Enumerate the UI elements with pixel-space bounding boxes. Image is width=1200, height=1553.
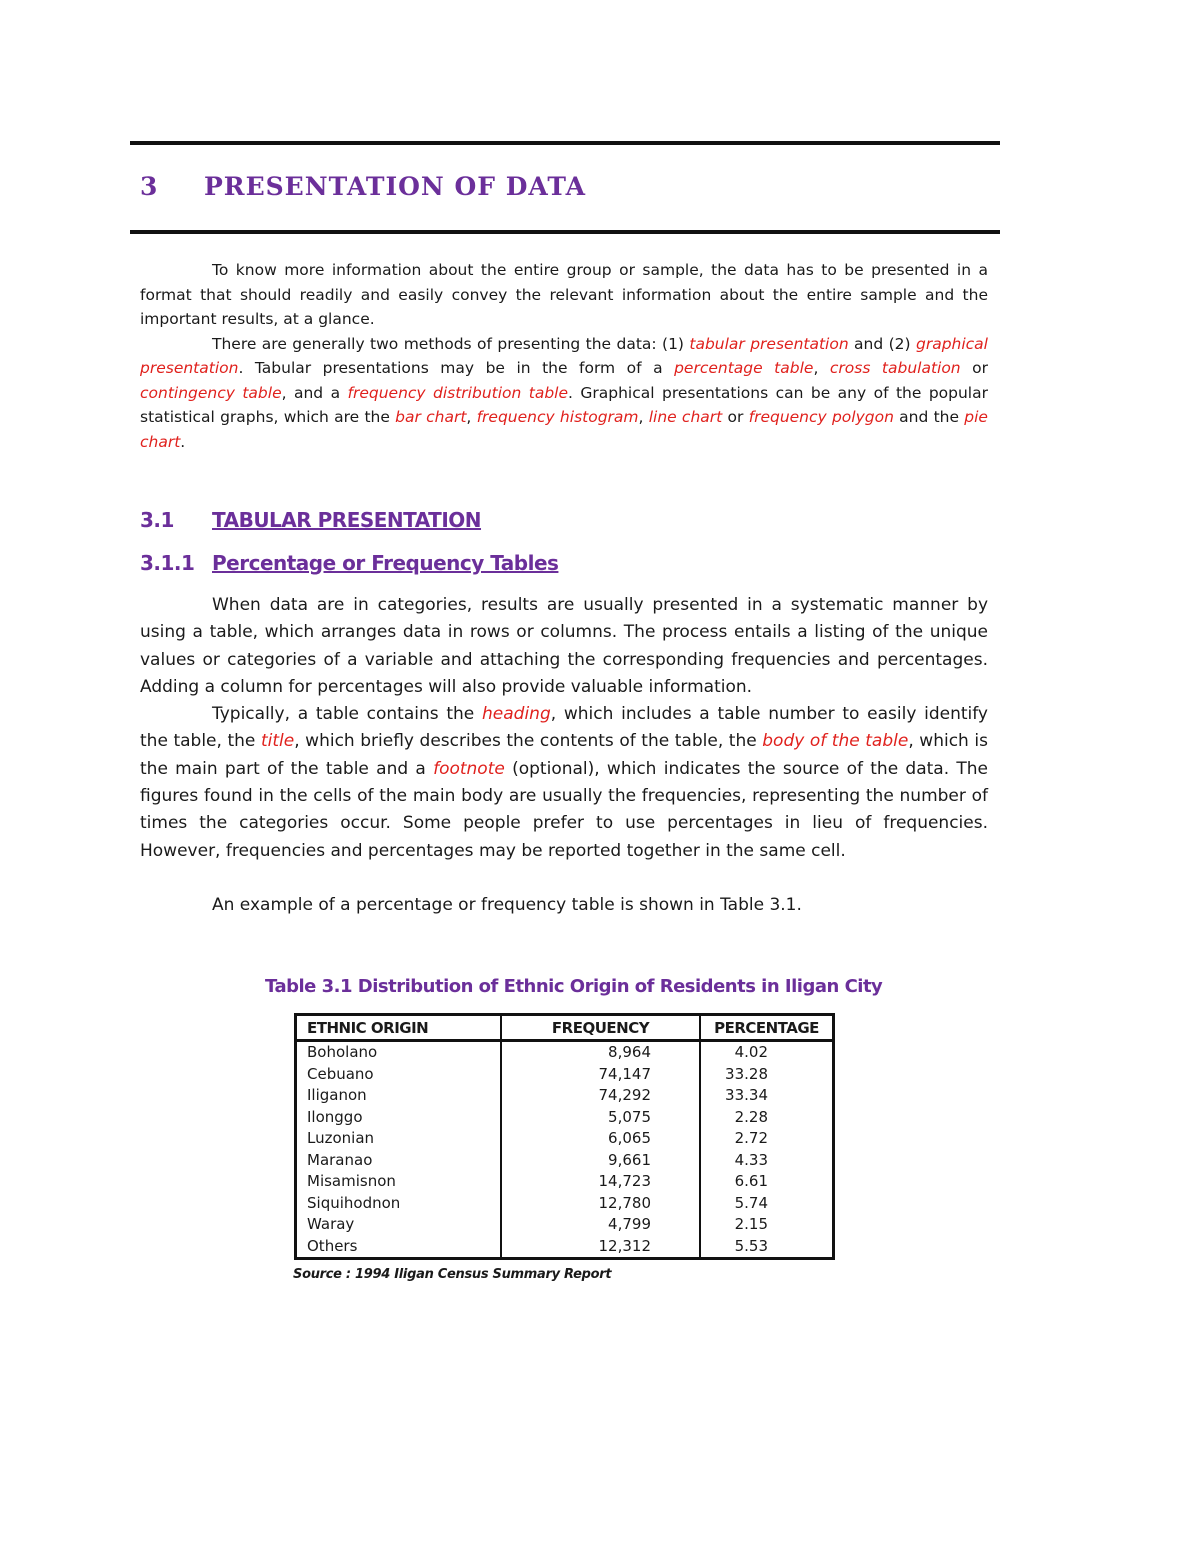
- bottom-rule: [130, 230, 1000, 234]
- term-tabular-presentation: tabular presentation: [689, 334, 849, 353]
- term-body-of-the-table: body of the table: [762, 731, 909, 752]
- body-paragraph-1: When data are in categories, results are usually presented in a systematic manner by using a table, which arranges data in rows or columns. The process entails a listing of the unique values or categories of a variable and attaching the corresponding frequencies and percentages. Adding a column for percentages will also provide valuable information.: [140, 595, 988, 697]
- table-row: Maranao 9,661 4.33: [296, 1150, 834, 1172]
- section-title: TABULAR PRESENTATION: [212, 508, 482, 532]
- table-header-row: [296, 1015, 834, 1041]
- table-row: Others 12,312 5.53: [296, 1236, 834, 1259]
- subsection-number: 3.1.1: [140, 551, 195, 575]
- term-graphical-presentation: graphical presentation: [140, 334, 988, 377]
- table-row: Boholano 8,964 4.02: [296, 1041, 834, 1064]
- chapter-heading: [140, 172, 586, 212]
- term-cross-tabulation: cross tabulation: [829, 359, 961, 377]
- table-row: Waray 4,799 2.15: [296, 1214, 834, 1236]
- table-row: Iliganon 74,292 33.34: [296, 1085, 834, 1107]
- section-heading: [140, 508, 481, 532]
- body-paragraph-2: Typically, a table contains the heading, which includes a table number to easily identify the table, the title, which briefly describes the contents of the table, the body of the table, which is the main part of the table and a footnote (optional), which indicates the source of the data. The figures found in the cells of the main body are usually the frequencies, representing the number of times the categories occur. Some people prefer to use percentages in lieu of frequencies. However, frequencies and percentages may be reported together in the same cell.: [140, 704, 988, 861]
- ethnic-origin-table: [294, 1013, 835, 1260]
- term-title: title: [260, 731, 295, 752]
- body-text: [140, 592, 988, 919]
- term-percentage-table: percentage table: [674, 359, 814, 377]
- top-rule: [130, 141, 1000, 145]
- intro-text: [140, 258, 988, 454]
- chapter-number: 3: [140, 172, 159, 201]
- intro-paragraph-1: To know more information about the entire group or sample, the data has to be presented in a format that should readily and easily convey the relevant information about the entire sample and the important results, at a glance.: [140, 261, 988, 328]
- table-caption: Table 3.1 Distribution of Ethnic Origin of Residents in Iligan City: [265, 976, 883, 997]
- term-bar-chart: bar chart: [395, 408, 467, 426]
- table-row: Cebuano 74,147 33.28: [296, 1064, 834, 1086]
- table-row: Luzonian 6,065 2.72: [296, 1128, 834, 1150]
- column-header-frequency: FREQUENCY: [501, 1015, 700, 1041]
- table-source-footnote: Source : 1994 Iligan Census Summary Report: [293, 1267, 612, 1282]
- term-frequency-polygon: frequency polygon: [748, 408, 894, 426]
- table-row: Misamisnon 14,723 6.61: [296, 1171, 834, 1193]
- table-row: Siquihodnon 12,780 5.74: [296, 1193, 834, 1215]
- column-header-ethnic-origin: ETHNIC ORIGIN: [296, 1015, 502, 1041]
- subsection-title: Percentage or Frequency Tables: [212, 551, 559, 575]
- term-line-chart: line chart: [648, 408, 723, 426]
- chapter-title: PRESENTATION OF DATA: [204, 172, 587, 201]
- body-paragraph-3: An example of a percentage or frequency table is shown in Table 3.1.: [212, 894, 802, 915]
- table-row: Ilonggo 5,075 2.28: [296, 1107, 834, 1129]
- term-frequency-distribution-table: frequency distribution table: [347, 383, 569, 402]
- term-footnote: footnote: [433, 758, 505, 779]
- term-pie-chart: pie chart: [140, 408, 988, 451]
- intro-paragraph-2: There are generally two methods of presenting the data: (1) tabular presentation and (2) graphical presentation. Tabular presentations may be in the form of a percentage table, cross tabulation or contingency table, and a frequency distribution table. Graphical presentations can be any of the popular statistical graphs, which are the bar chart, frequency histogram, line chart or frequency polygon and the pie chart.: [140, 334, 988, 451]
- subsection-heading: [140, 551, 558, 575]
- column-header-percentage: PERCENTAGE: [700, 1015, 834, 1041]
- section-number: 3.1: [140, 508, 174, 532]
- term-contingency-table: contingency table: [140, 383, 282, 402]
- term-heading: heading: [482, 704, 551, 725]
- term-frequency-histogram: frequency histogram: [476, 408, 639, 426]
